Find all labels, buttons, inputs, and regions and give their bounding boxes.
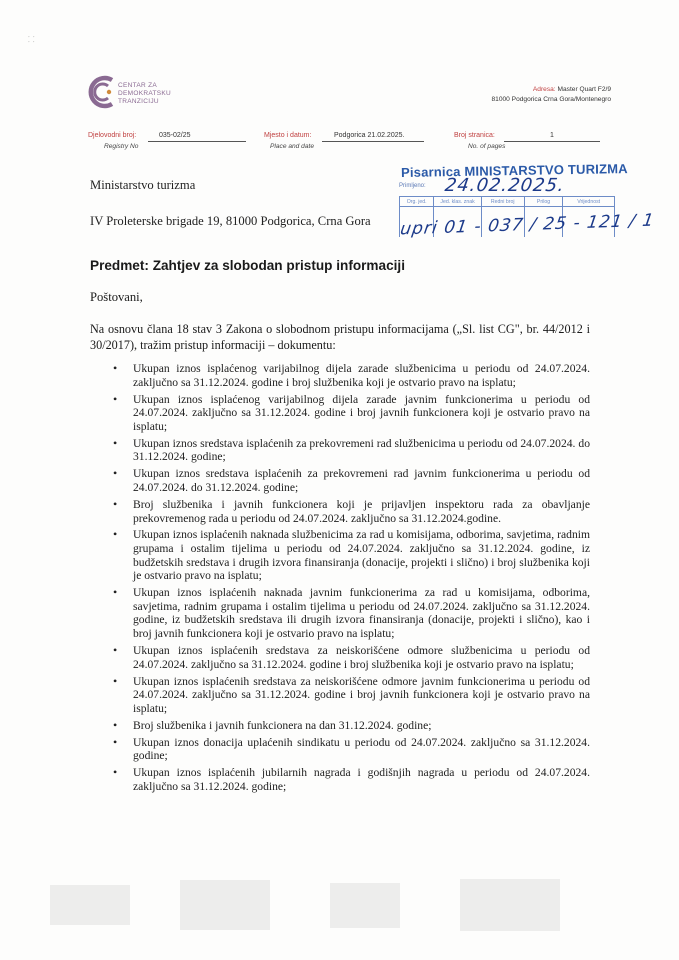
stamp-column-header: Org. jed. bbox=[400, 197, 434, 207]
list-item: • Ukupan iznos isplaćenih sredstava za neiskorišćene odmore javnim funkcionerima u periodu od 24.07.2024. zaključno sa 31.12.2024. godine i broj javnih funkcionera koji je ostvario pravo na isplatu; bbox=[113, 675, 590, 716]
request-list bbox=[113, 362, 590, 797]
sender-address bbox=[492, 85, 612, 105]
list-item: • Ukupan iznos isplaćenih jubilarnih nagrada i godišnjih nagrada u periodu od 24.07.2024. zaključno sa 31.12.2024. godine; bbox=[113, 766, 590, 793]
org-line: CENTAR ZA bbox=[118, 82, 158, 89]
bleed-through-shadow bbox=[40, 875, 640, 945]
registry-number-field bbox=[88, 132, 248, 150]
stamp-handwritten-date: 24.02.2025. bbox=[443, 175, 567, 196]
greeting: Poštovani, bbox=[90, 290, 143, 304]
stamp-column-header: Prilog bbox=[524, 197, 563, 207]
list-item: • Ukupan iznos sredstava isplaćenih za prekovremeni rad javnim funkcionerima u periodu od 24.07.2024. do 31.12.2024. godine; bbox=[113, 467, 590, 494]
address-line-1: Master Quart F2/9 bbox=[557, 86, 611, 93]
organization-logo bbox=[88, 72, 198, 120]
address-label: Adresa: bbox=[532, 86, 556, 93]
list-item: • Ukupan iznos isplaćenog varijabilnog dijela zarade službenicima u periodu od 24.07.2024. zaključno sa 31.12.2024. godine i broj službenika koji je ostvario pravo na isplatu; bbox=[113, 362, 590, 389]
pages-sub-label: No. of pages bbox=[468, 143, 506, 150]
subject-heading: Predmet: Zahtjev za slobodan pristup informaciji bbox=[90, 258, 405, 273]
list-item: • Ukupan iznos isplaćenih naknada javnim funkcionerima za rad u komisijama, odborima, savjetima, radnim grupama i ostalim tijelima u periodu od 24.07.2024. zaključno sa 31.12.2024. godine, iz budžetskih sredstava ili drugih izvora finansiranja (donacije, projekti i slično), kao i broj javnih funkcionera koji je ostvario pravo na isplatu; bbox=[113, 586, 590, 640]
list-item: • Ukupan iznos sredstava isplaćenih za prekovremeni rad službenicima u periodu od 24.07.2024. do 31.12.2024. godine; bbox=[113, 437, 590, 464]
address-line-2: 81000 Podgorica Crna Gora/Montenegro bbox=[491, 96, 611, 103]
stamp-column-header: Redni broj bbox=[481, 197, 524, 207]
scan-mark: ⸬ bbox=[28, 35, 35, 44]
intro-paragraph: Na osnovu člana 18 stav 3 Zakona o slobodnom pristupu informacijama („Sl. list CG", br. 44/2012 i 30/2017), tražim pristup informaciji – dokumentu: bbox=[90, 322, 590, 352]
stamp-title: Pisarnica MINISTARSTVO TURIZMA bbox=[400, 161, 628, 180]
registry-value: 035-02/25 bbox=[159, 132, 191, 139]
list-item: • Ukupan iznos isplaćenih naknada službenicima za rad u komisijama, odborima, savjetima, radnim grupama i ostalim tijelima u periodu od 24.07.2024. zaključno sa 31.12.2024. godine, iz budžetskih sredstava i drugih izvora finansiranja (donacije, projekti i slično) i broj službenika koji je ostvario pravo na isplatu; bbox=[113, 528, 590, 582]
list-item: • Ukupan iznos donacija uplaćenih sindikatu u periodu od 24.07.2024. zaključno sa 31.12.2024. godine; bbox=[113, 736, 590, 763]
place-value: Podgorica 21.02.2025. bbox=[334, 132, 405, 139]
list-item: • Broj službenika i javnih funkcionera na dan 31.12.2024. godine; bbox=[113, 719, 590, 733]
list-item: • Broj službenika i javnih funkcionera koji je prijavljen inspektoru rada za obavljanje prekovremenog rada u periodu od 24.07.2024. zaključno sa 31.12.2024.godine. bbox=[113, 498, 590, 525]
registry-sub-label: Registry No bbox=[104, 143, 139, 150]
list-item: • Ukupan iznos isplaćenih sredstava za neiskorišćene odmore službenicima u periodu od 24.07.2024. zaključno sa 31.12.2024. godine i broj službenika koji je ostvario pravo na isplatu; bbox=[113, 644, 590, 671]
page-count-field bbox=[454, 132, 604, 150]
reception-stamp bbox=[395, 161, 656, 247]
stamp-column-header: Jed. klas. znak bbox=[434, 197, 481, 207]
org-line: DEMOKRATSKU bbox=[118, 90, 172, 97]
pages-underline bbox=[504, 141, 600, 142]
place-date-field bbox=[264, 132, 434, 150]
list-item: • Ukupan iznos isplaćenog varijabilnog dijela zarade javnim funkcionerima u periodu od 24.07.2024. zaključno sa 31.12.2024. godine i broj javnih funkcionera koji je ostvario pravo na isplatu; bbox=[113, 393, 590, 434]
stamp-handwritten-number: upri 01 - 037 / 25 - 121 / 1 bbox=[398, 210, 656, 240]
place-label: Mjesto i datum: bbox=[264, 132, 312, 139]
stamp-date-label: Primljeno: bbox=[399, 183, 426, 189]
stamp-date-row bbox=[399, 175, 615, 196]
pages-value: 1 bbox=[550, 132, 554, 139]
pages-label: Broj stranica: bbox=[454, 132, 495, 139]
place-sub-label: Place and date bbox=[270, 143, 314, 150]
org-line: TRANZICIJU bbox=[118, 98, 159, 105]
registry-underline bbox=[148, 141, 246, 142]
organization-name bbox=[118, 82, 171, 106]
place-underline bbox=[322, 141, 424, 142]
registry-label: Djelovodni broj: bbox=[88, 132, 137, 139]
recipient-address: IV Proleterske brigade 19, 81000 Podgorica, Crna Gora bbox=[90, 214, 371, 228]
stamp-column-header: Vrijednost bbox=[563, 197, 615, 207]
recipient-name: Ministarstvo turizma bbox=[90, 178, 196, 192]
cdt-logo-icon bbox=[88, 72, 118, 112]
